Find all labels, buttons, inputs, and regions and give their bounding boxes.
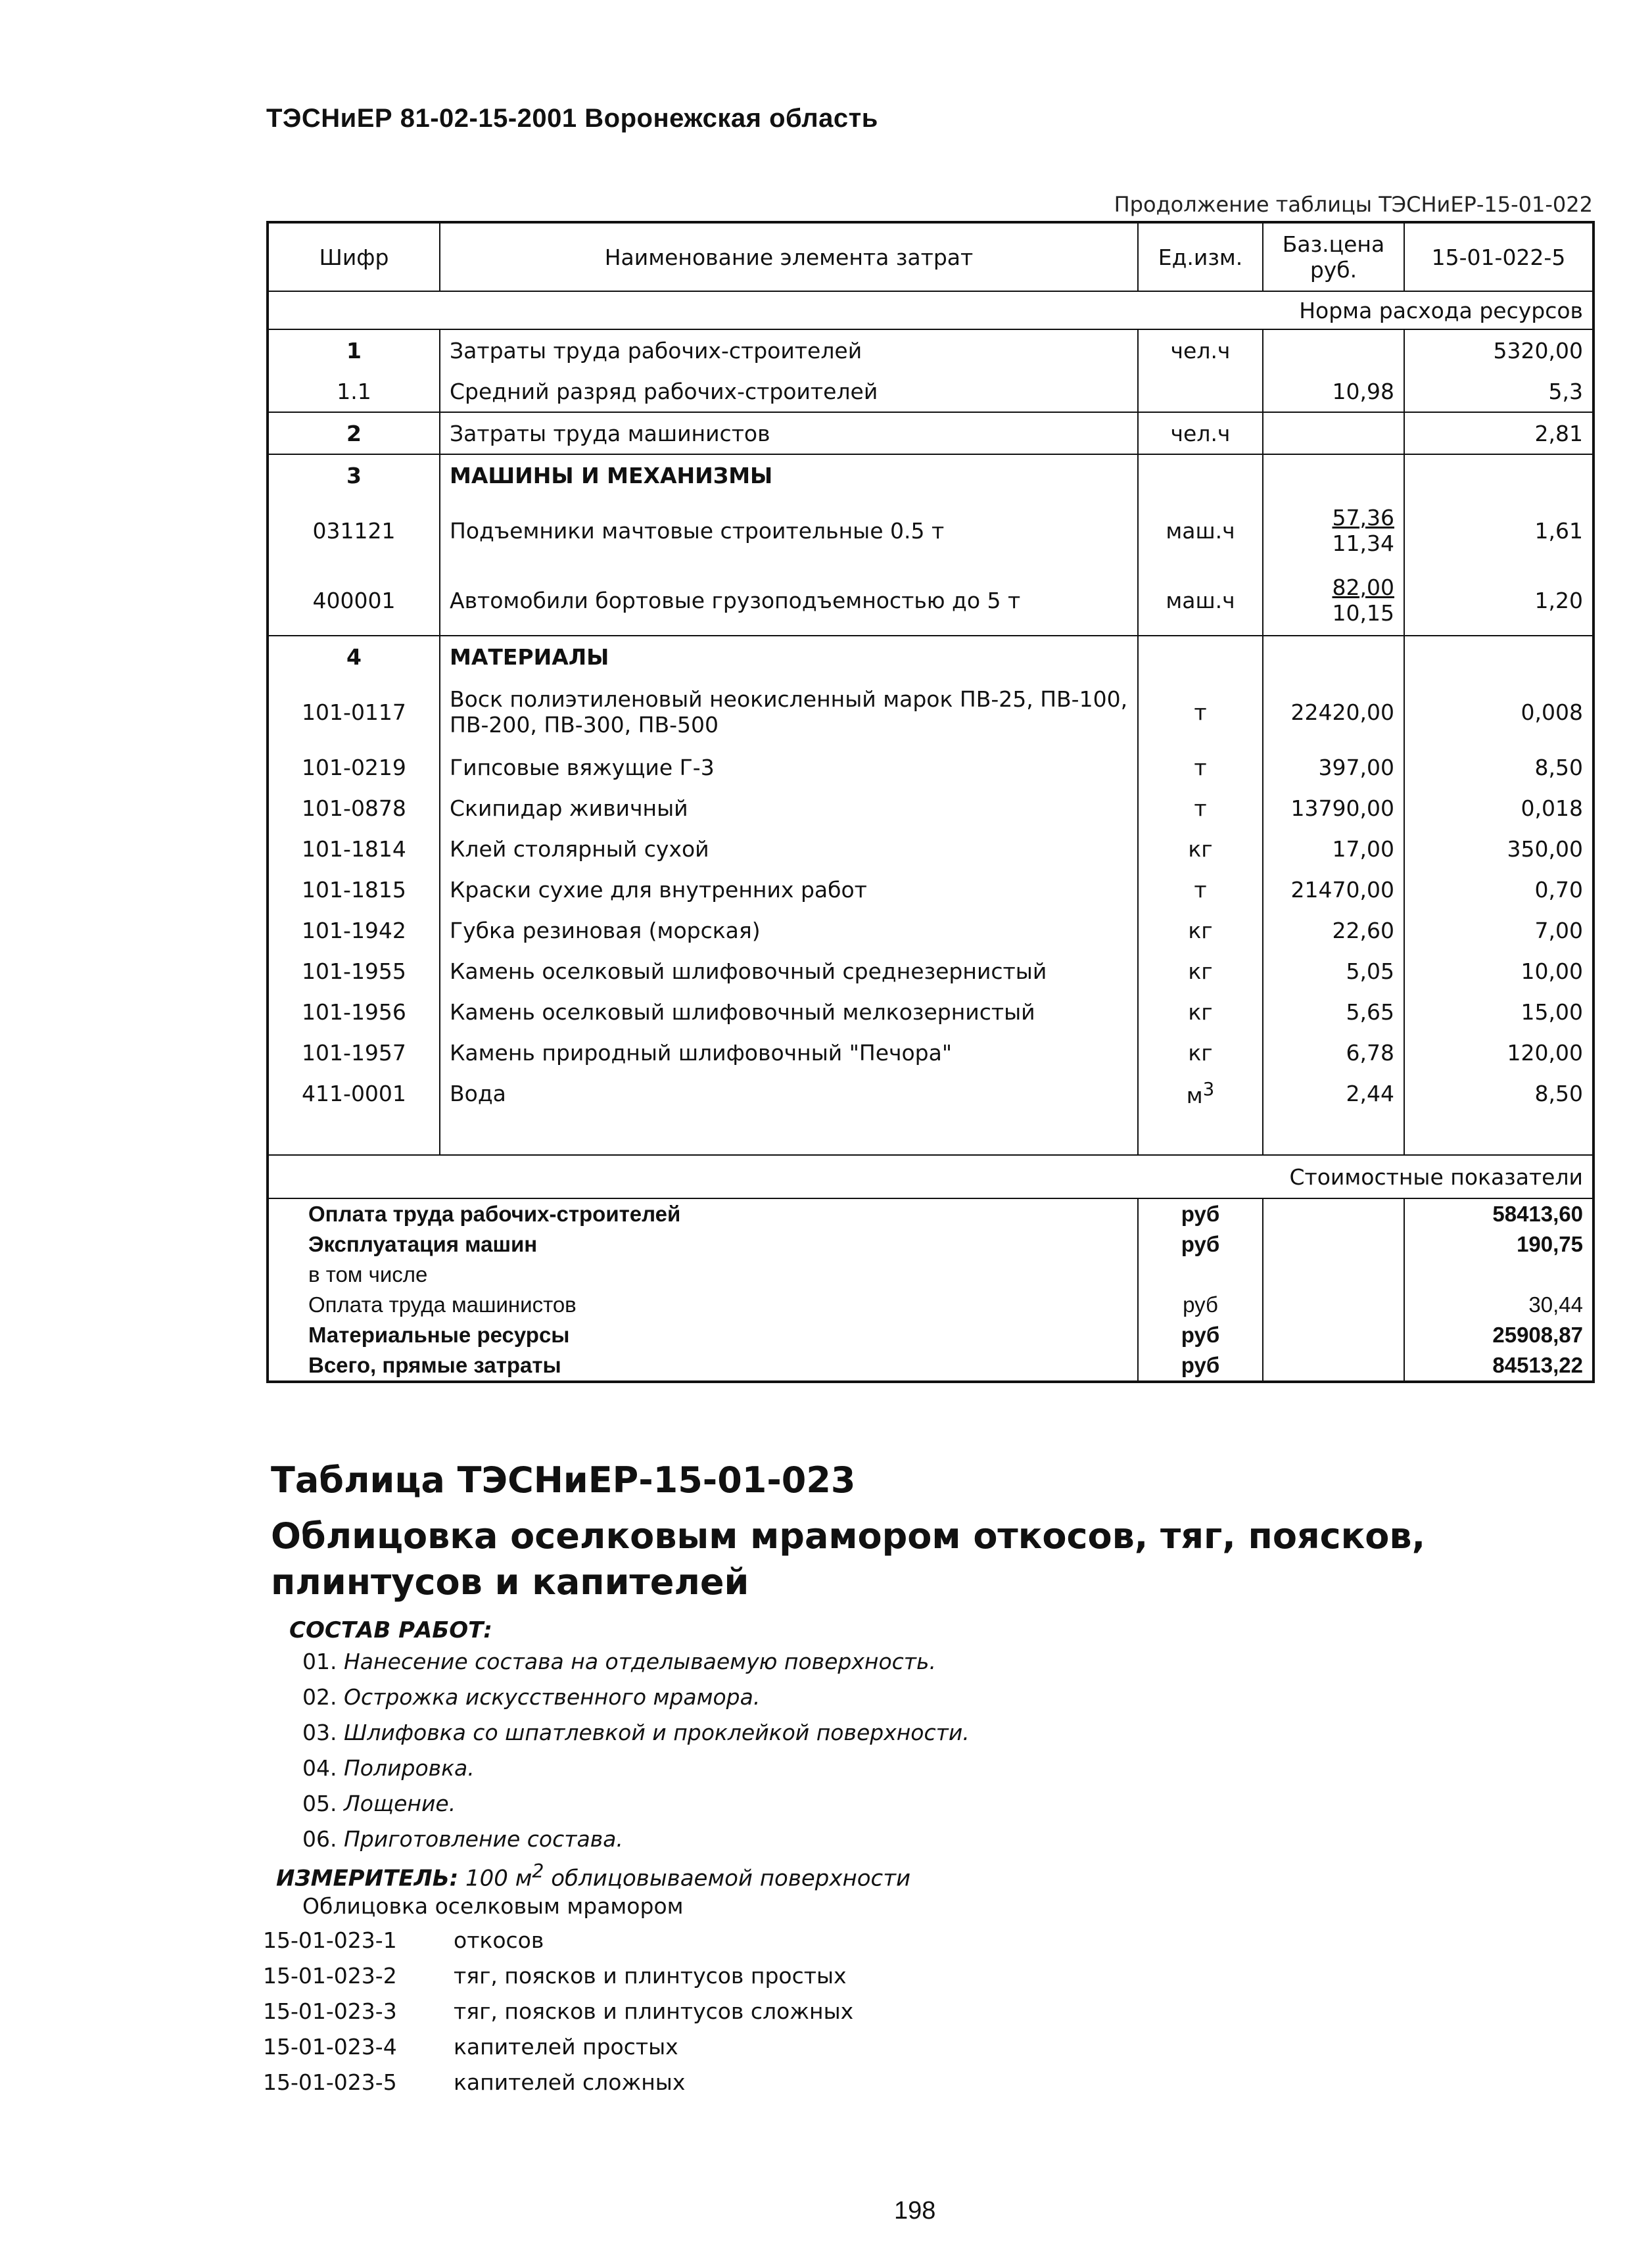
- row-value: 0,70: [1404, 869, 1593, 910]
- header-name: Наименование элемента затрат: [440, 222, 1138, 291]
- cost-unit: руб: [1138, 1350, 1263, 1382]
- composition-label: СОСТАВ РАБОТ:: [289, 1617, 492, 1643]
- cost-value: 84513,22: [1404, 1350, 1593, 1382]
- table-row: [268, 869, 1593, 910]
- table-row: [268, 677, 1593, 747]
- row-unit: кг: [1138, 1032, 1263, 1073]
- row-name: Средний разряд рабочих-строителей: [440, 371, 1138, 412]
- composition-step: [302, 1791, 970, 1826]
- row-value: 5320,00: [1404, 329, 1593, 371]
- row-unit: кг: [1138, 828, 1263, 869]
- row-code: 1: [346, 337, 362, 364]
- row-code: 101-1957: [302, 1039, 406, 1066]
- composition-step: [302, 1649, 970, 1684]
- table-row: [268, 910, 1593, 951]
- meter-line: [276, 1860, 910, 1891]
- cost-row: [268, 1350, 1593, 1382]
- cost-name: Эксплуатация машин: [308, 1232, 538, 1256]
- cost-section-row: [268, 1155, 1593, 1198]
- row-name: Скипидар живичный: [440, 788, 1138, 828]
- row-price: 10,98: [1263, 371, 1404, 412]
- cost-name: в том числе: [308, 1262, 428, 1286]
- row-name-line: ПВ-200, ПВ-300, ПВ-500: [450, 712, 719, 738]
- row-code: 101-0219: [302, 754, 406, 780]
- row-price: 21470,00: [1263, 869, 1404, 910]
- row-price: [1263, 412, 1404, 454]
- table-row: [268, 788, 1593, 828]
- cost-unit: руб: [1138, 1320, 1263, 1350]
- step-number: 01.: [302, 1649, 337, 1674]
- cost-section-label: Стоимостные показатели: [268, 1155, 1593, 1198]
- cost-row: [268, 1320, 1593, 1350]
- cost-empty: [1263, 1320, 1404, 1350]
- table-header-row: [268, 222, 1593, 291]
- meter-rest: облицовываемой поверхности: [551, 1865, 911, 1892]
- price-machinist: 10,15: [1332, 600, 1394, 626]
- norm-code-label: капителей сложных: [454, 2069, 686, 2095]
- row-code: 101-1815: [302, 876, 406, 903]
- header-unit: Ед.изм.: [1138, 222, 1263, 291]
- row-name: Автомобили бортовые грузоподъемностью до 5 т: [440, 565, 1138, 636]
- row-name: Затраты труда машинистов: [440, 412, 1138, 454]
- meter-value: 100 м: [465, 1865, 532, 1892]
- row-price: 13790,00: [1263, 788, 1404, 828]
- meter-label: ИЗМЕРИТЕЛЬ:: [276, 1865, 459, 1892]
- cost-empty: [1263, 1260, 1404, 1290]
- norm-code-row: [263, 1963, 853, 1998]
- cost-value: 190,75: [1404, 1229, 1593, 1260]
- step-text: Лощение.: [343, 1791, 456, 1816]
- row-price: 22,60: [1263, 910, 1404, 951]
- meter-subtitle: Облицовка оселковым мрамором: [302, 1893, 684, 1919]
- cost-row: [268, 1198, 1593, 1229]
- spacer-row: [268, 1114, 1593, 1155]
- row-price: [1263, 565, 1404, 636]
- table-continuation-note: Продолжение таблицы ТЭСНиЕР-15-01-022: [1114, 192, 1593, 217]
- composition-step: [302, 1720, 970, 1755]
- page-header: ТЭСНиЕР 81-02-15-2001 Воронежская область: [266, 104, 878, 133]
- section-heading: МАШИНЫ И МЕХАНИЗМЫ: [440, 454, 1138, 496]
- row-code: 101-1956: [302, 999, 406, 1025]
- materials-list: [268, 747, 1593, 1073]
- section-table-title: Таблица ТЭСНиЕР-15-01-023: [271, 1459, 856, 1501]
- row-value: 350,00: [1404, 828, 1593, 869]
- cost-unit: [1138, 1260, 1263, 1290]
- row-name: Затраты труда рабочих-строителей: [440, 329, 1138, 371]
- table-row: [268, 412, 1593, 454]
- table-row: [268, 747, 1593, 788]
- step-number: 04.: [302, 1755, 337, 1781]
- norm-code-label: капителей простых: [454, 2034, 678, 2060]
- norm-code-row: [263, 1998, 853, 2034]
- row-price: 397,00: [1263, 747, 1404, 788]
- table-row: [268, 496, 1593, 565]
- table-row: [268, 329, 1593, 371]
- row-value: 1,20: [1404, 565, 1593, 636]
- row-code: 2: [268, 412, 440, 454]
- table-row: [268, 1032, 1593, 1073]
- composition-step: [302, 1826, 970, 1862]
- cost-name: Материальные ресурсы: [308, 1323, 570, 1347]
- row-price: 17,00: [1263, 828, 1404, 869]
- price-base: 82,00: [1332, 575, 1394, 600]
- row-price: 6,78: [1263, 1032, 1404, 1073]
- norm-code: 15-01-023-1: [263, 1927, 397, 1953]
- step-text: Нанесение состава на отделываемую поверхность.: [343, 1649, 936, 1674]
- norm-code: 15-01-023-4: [263, 2034, 397, 2060]
- cost-empty: [1263, 1350, 1404, 1382]
- row-unit: кг: [1138, 991, 1263, 1032]
- row-name: [440, 677, 1138, 747]
- step-number: 03.: [302, 1720, 337, 1745]
- table-row: [268, 1073, 1593, 1114]
- row-price: 2,44: [1263, 1073, 1404, 1114]
- norm-code: 15-01-023-3: [263, 1998, 397, 2024]
- row-unit: чел.ч: [1138, 329, 1263, 371]
- cost-row: [268, 1229, 1593, 1260]
- row-unit: [1138, 1073, 1263, 1114]
- row-unit: кг: [1138, 910, 1263, 951]
- header-code: Шифр: [268, 222, 440, 291]
- row-name: Клей столярный сухой: [440, 828, 1138, 869]
- composition-step: [302, 1684, 970, 1720]
- norm-code-label: тяг, поясков и плинтусов простых: [454, 1963, 847, 1989]
- cost-row: [268, 1260, 1593, 1290]
- norm-code: 15-01-023-2: [263, 1963, 397, 1989]
- row-unit: кг: [1138, 951, 1263, 991]
- row-code: 101-0117: [302, 699, 406, 725]
- row-code: 400001: [312, 587, 396, 613]
- row-name: Губка резиновая (морская): [440, 910, 1138, 951]
- row-name-line: Воск полиэтиленовый неокисленный марок ПВ-25, ПВ-100,: [450, 686, 1128, 712]
- row-price: [1263, 329, 1404, 371]
- resource-table: [266, 221, 1595, 1383]
- cost-empty: [1263, 1198, 1404, 1229]
- composition-step: [302, 1755, 970, 1791]
- row-value: 15,00: [1404, 991, 1593, 1032]
- row-value: 10,00: [1404, 951, 1593, 991]
- row-unit: т: [1138, 869, 1263, 910]
- unit-superscript: 3: [1202, 1078, 1215, 1100]
- row-code: 101-1942: [302, 917, 406, 943]
- step-text: Острожка искусственного мрамора.: [343, 1684, 761, 1710]
- row-code: 1.1: [337, 378, 371, 404]
- row-name: Гипсовые вяжущие Г-3: [440, 747, 1138, 788]
- row-value: 7,00: [1404, 910, 1593, 951]
- row-code: 101-1814: [302, 836, 406, 862]
- row-value: 5,3: [1404, 371, 1593, 412]
- norm-codes-list: [263, 1927, 853, 2105]
- norm-code-row: [263, 2069, 853, 2105]
- row-value: 8,50: [1404, 747, 1593, 788]
- cost-name: Оплата труда машинистов: [308, 1292, 577, 1317]
- section-table-subtitle: Облицовка оселковым мрамором откосов, тяг, поясков, плинтусов и капителей: [271, 1515, 1426, 1603]
- step-number: 05.: [302, 1791, 337, 1816]
- section-heading: МАТЕРИАЛЫ: [440, 636, 1138, 677]
- row-unit: [1138, 371, 1263, 412]
- step-number: 06.: [302, 1826, 337, 1852]
- row-code: 411-0001: [302, 1080, 406, 1106]
- row-name: Камень оселковый шлифовочный мелкозернистый: [440, 991, 1138, 1032]
- page-number: 198: [894, 2197, 936, 2225]
- table-row: [268, 991, 1593, 1032]
- row-price: 22420,00: [1263, 677, 1404, 747]
- cost-value: [1404, 1260, 1593, 1290]
- row-unit: маш.ч: [1138, 565, 1263, 636]
- cost-name: Всего, прямые затраты: [308, 1353, 561, 1377]
- row-name: Вода: [440, 1073, 1138, 1114]
- cost-value: 30,44: [1404, 1290, 1593, 1320]
- section-heading-row: [268, 454, 1593, 496]
- row-name: Подъемники мачтовые строительные 0.5 т: [440, 496, 1138, 565]
- section-heading-row: [268, 636, 1593, 677]
- norm-section-label: Норма расхода ресурсов: [268, 291, 1593, 329]
- cost-row: [268, 1290, 1593, 1320]
- step-text: Шлифовка со шпатлевкой и проклейкой поверхности.: [343, 1720, 970, 1745]
- cost-unit: руб: [1138, 1229, 1263, 1260]
- row-value: 0,018: [1404, 788, 1593, 828]
- table-row: [268, 828, 1593, 869]
- step-text: Приготовление состава.: [343, 1826, 623, 1852]
- cost-unit: руб: [1138, 1198, 1263, 1229]
- row-code: 3: [268, 454, 440, 496]
- row-code: 101-0878: [302, 795, 406, 821]
- price-machinist: 11,34: [1332, 531, 1394, 556]
- cost-empty: [1263, 1290, 1404, 1320]
- row-name: Камень природный шлифовочный "Печора": [440, 1032, 1138, 1073]
- norm-code: 15-01-023-5: [263, 2069, 397, 2095]
- norm-code-row: [263, 1927, 853, 1963]
- header-norm-code: 15-01-022-5: [1404, 222, 1593, 291]
- row-value: 8,50: [1404, 1073, 1593, 1114]
- composition-steps: [302, 1649, 970, 1862]
- row-unit: т: [1138, 788, 1263, 828]
- row-code: 101-1955: [302, 958, 406, 984]
- cost-empty: [1263, 1229, 1404, 1260]
- row-code: 4: [268, 636, 440, 677]
- norm-code-label: тяг, поясков и плинтусов сложных: [454, 1998, 854, 2024]
- norm-code-row: [263, 2034, 853, 2069]
- step-text: Полировка.: [343, 1755, 475, 1781]
- step-number: 02.: [302, 1684, 337, 1710]
- cost-value: 58413,60: [1404, 1198, 1593, 1229]
- table-row: [268, 371, 1593, 412]
- cost-unit: руб: [1138, 1290, 1263, 1320]
- row-unit: т: [1138, 747, 1263, 788]
- table-row: [268, 951, 1593, 991]
- meter-superscript: 2: [532, 1860, 544, 1882]
- row-value: 2,81: [1404, 412, 1593, 454]
- row-price: 5,05: [1263, 951, 1404, 991]
- row-price: 5,65: [1263, 991, 1404, 1032]
- norm-section-row: [268, 291, 1593, 329]
- row-unit: маш.ч: [1138, 496, 1263, 565]
- table-row: [268, 565, 1593, 636]
- row-name: Краски сухие для внутренних работ: [440, 869, 1138, 910]
- norm-code-label: откосов: [454, 1927, 544, 1953]
- row-value: 0,008: [1404, 677, 1593, 747]
- row-code: 031121: [312, 517, 396, 544]
- cost-list: [268, 1198, 1593, 1382]
- row-unit: чел.ч: [1138, 412, 1263, 454]
- header-price: Баз.цена руб.: [1263, 222, 1404, 291]
- row-value: 120,00: [1404, 1032, 1593, 1073]
- row-value: 1,61: [1404, 496, 1593, 565]
- row-price: [1263, 496, 1404, 565]
- cost-name: Оплата труда рабочих-строителей: [308, 1202, 681, 1226]
- cost-value: 25908,87: [1404, 1320, 1593, 1350]
- price-base: 57,36: [1332, 505, 1394, 531]
- row-name: Камень оселковый шлифовочный среднезернистый: [440, 951, 1138, 991]
- row-unit: т: [1138, 677, 1263, 747]
- unit-base: м: [1186, 1082, 1203, 1108]
